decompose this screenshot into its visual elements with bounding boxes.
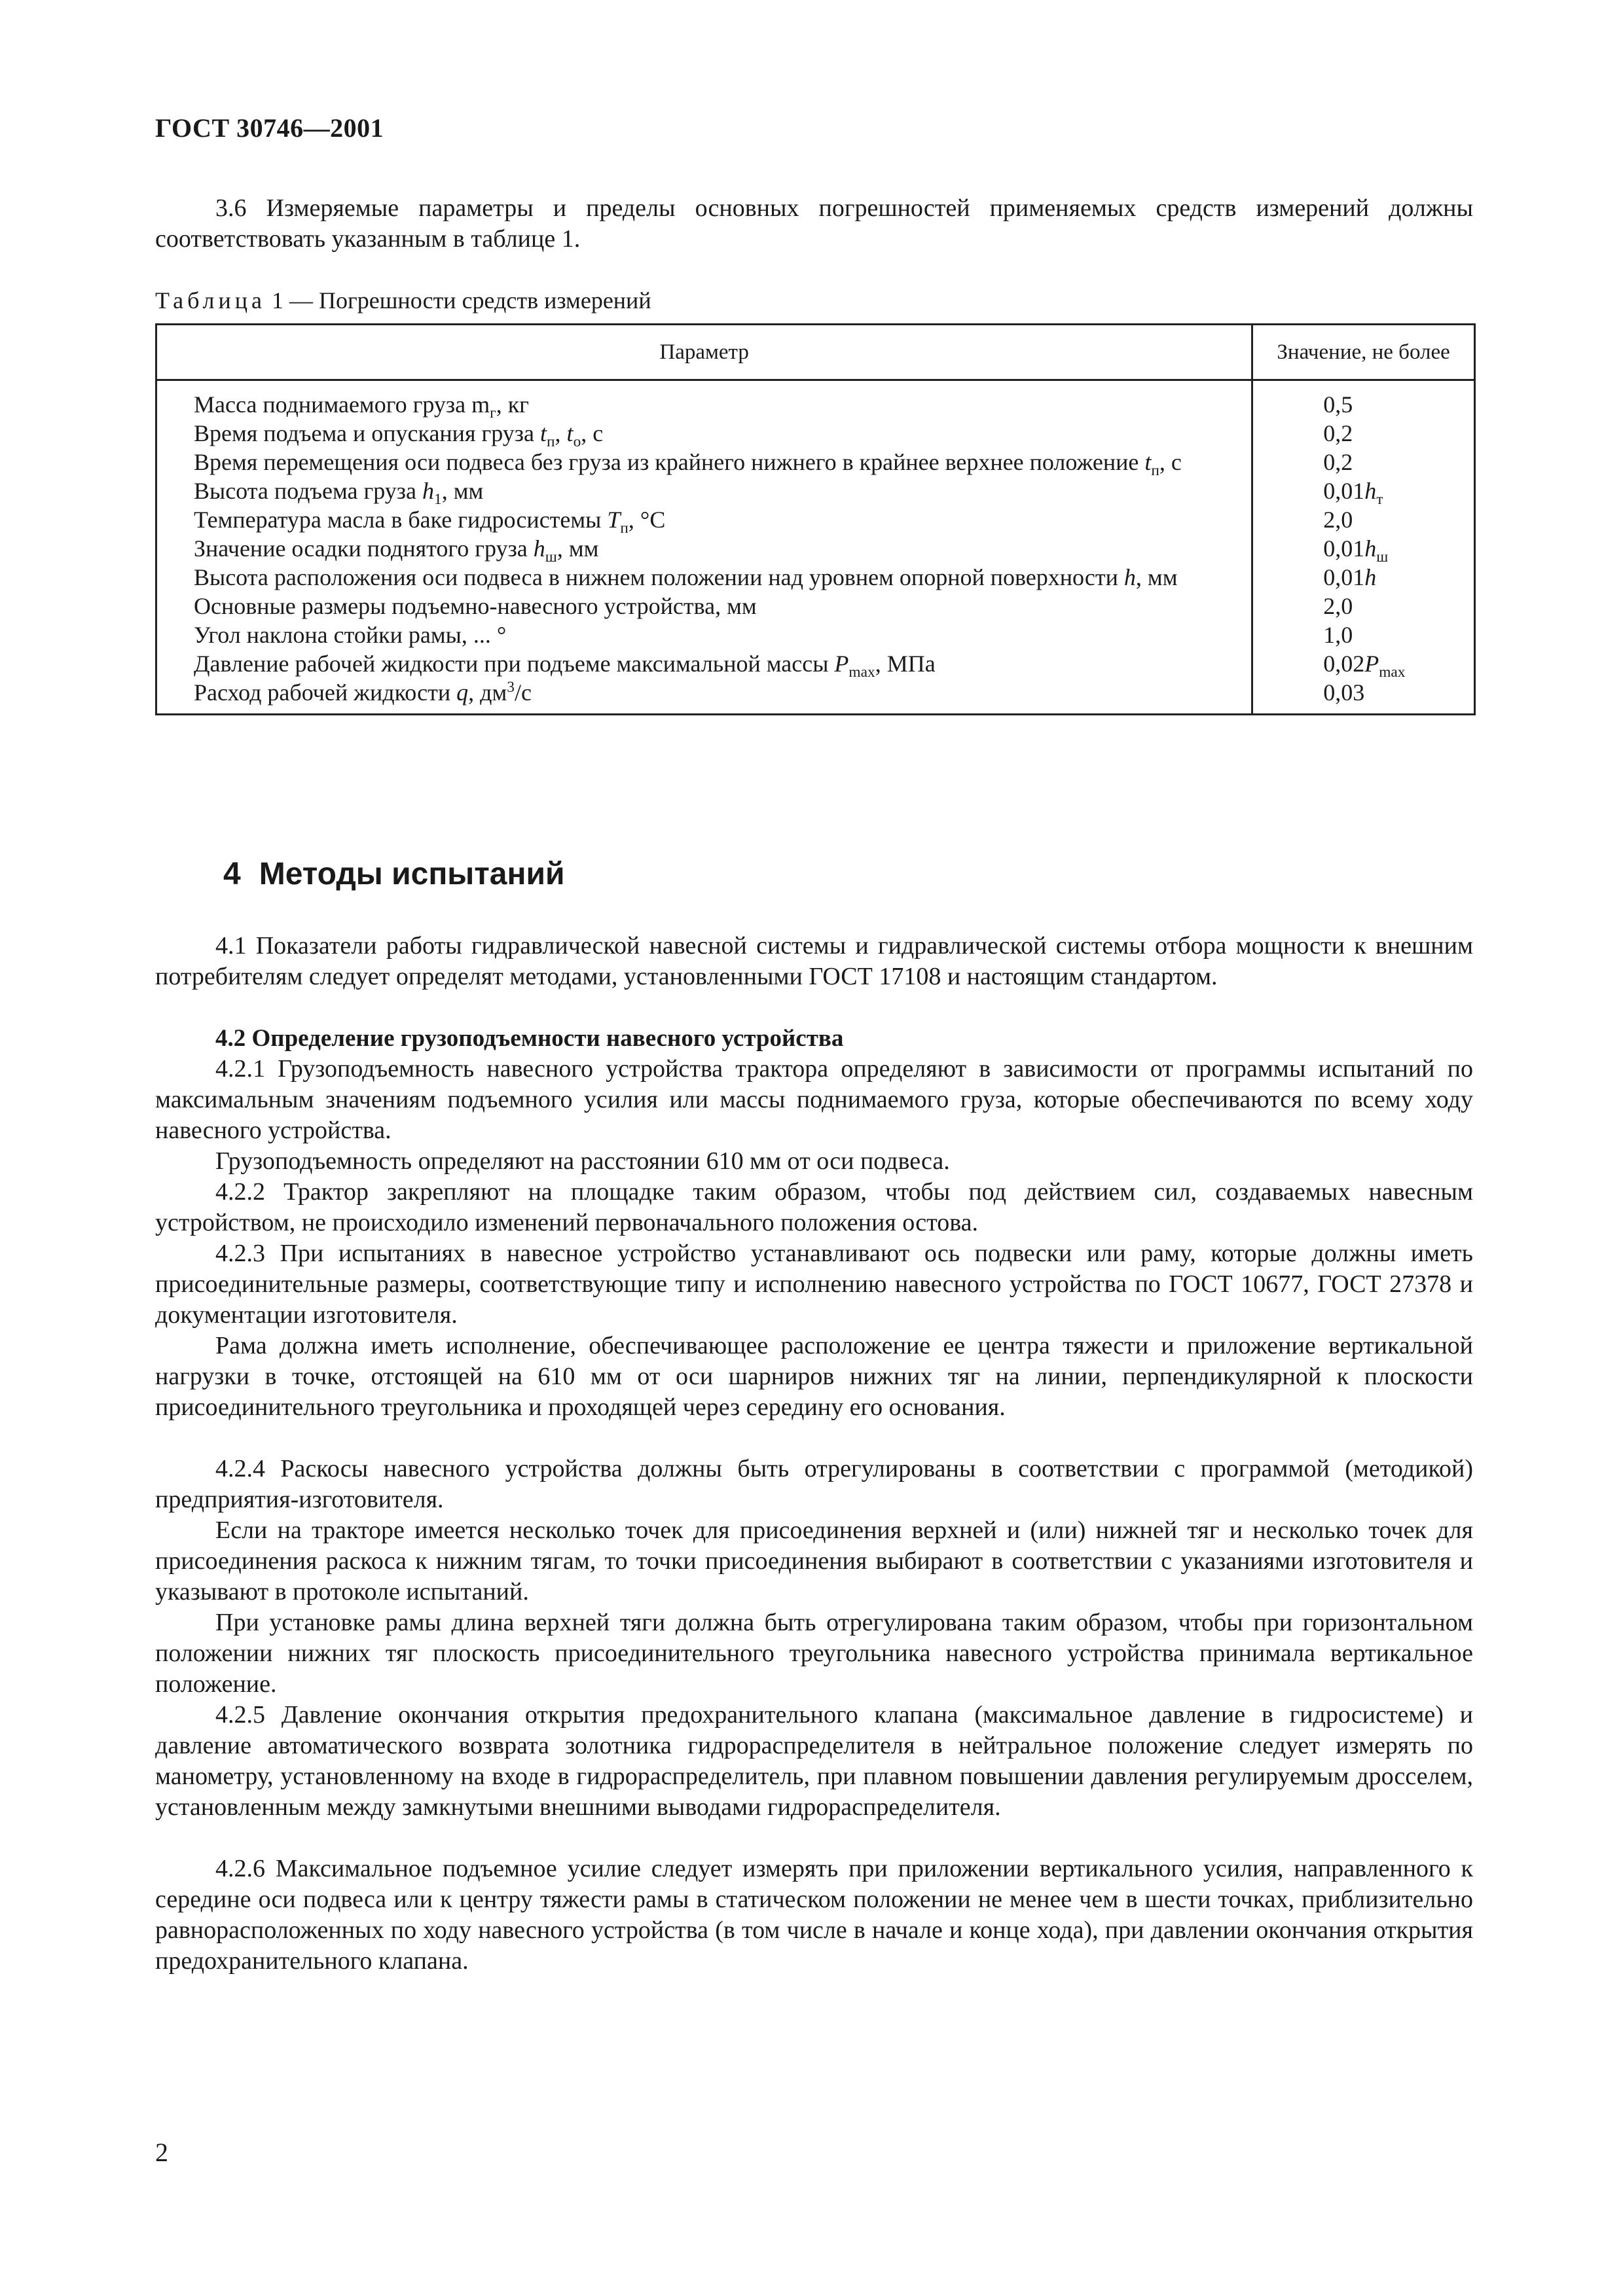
table-caption	[155, 287, 651, 314]
value-cell: 0,5	[1323, 391, 1353, 418]
value-cell: $0,01h_т$	[1323, 478, 1383, 509]
paragraph-4-2-1: 4.2.1 Грузоподъемность навесного устройства трактора определяют в зависимости от программы испытаний по максимальным значениям подъемного усилия или массы поднимаемого груза, которые обеспечиваются по всему ходу навесного устройства.	[155, 1055, 1473, 1144]
parameter-cell: Значение осадки поднятого груза $h_ш$, мм	[156, 534, 1252, 563]
table-row	[156, 419, 1475, 448]
table-row	[156, 380, 1475, 420]
value-cell: 0,01h	[1323, 564, 1377, 590]
measurement-error-table	[155, 323, 1476, 715]
paragraph-4-2-2: 4.2.2 Трактор закрепляют на площадке таким образом, чтобы под действием сил, создаваемых навесным устройством, не происходило изменений первоначального положения остова.	[155, 1178, 1473, 1236]
value-cell: $0,01h_ш$	[1323, 535, 1389, 566]
value-cell: $0,02P_{max}$	[1323, 651, 1406, 681]
section-title: Методы испытаний	[259, 857, 565, 891]
paragraph-4-2-4-b: Если на тракторе имеется несколько точек для присоединения верхней и (или) нижней тяг и несколько точек для присоединения раскоса к нижним тягам, то точки присоединения выбирают в соответствии с указаниями изготовителя и указывают в протоколе испытаний.	[155, 1516, 1473, 1605]
table-caption-text: 1 — Погрешности средств измерений	[265, 287, 651, 314]
parameter-cell: Основные размеры подъемно-навесного устройства, мм	[156, 592, 1252, 620]
column-header-parameter: Параметр	[156, 325, 1252, 380]
table-row	[156, 592, 1475, 620]
value-cell: 0,2	[1323, 420, 1353, 446]
section-heading	[223, 856, 565, 892]
value-cell: 0,03	[1323, 679, 1365, 706]
parameter-cell: Масса поднимаемого груза $m_г$, кг	[156, 380, 1252, 420]
table-row	[156, 649, 1475, 678]
paragraph-4-2-3-b: Рама должна иметь исполнение, обеспечивающее расположение ее центра тяжести и приложение вертикальной нагрузки в точке, отстоящей на 610 мм от оси шарниров нижних тяг на линии, перпендикулярной к плоскости присоединительного треугольника и проходящей через середину его основания.	[155, 1332, 1473, 1421]
column-header-value: Значение, не более	[1252, 325, 1475, 380]
document-header: ГОСТ 30746—2001	[155, 113, 384, 143]
parameter-cell: Расход рабочей жидкости q, $дм^3/с$	[156, 678, 1252, 715]
paragraph-4-2-5: 4.2.5 Давление окончания открытия предохранительного клапана (максимальное давление в гидросистеме) и давление автоматического возврата золотника гидрораспределителя в нейтральное положение следует измерять по манометру, установленному на входе в гидрораспределитель, при плавном повышении давления регулируемым дросселем, установленным между замкнутыми внешними выводами гидрораспределителя.	[155, 1701, 1473, 1821]
parameter-cell: Угол наклона стойки рамы, ... °	[156, 620, 1252, 649]
subsection-heading-4-2: 4.2 Определение грузоподъемности навесного устройства	[215, 1025, 844, 1052]
table-row	[156, 476, 1475, 505]
page-number: 2	[155, 2138, 168, 2167]
table-row	[156, 505, 1475, 534]
paragraph-4-2-4-c: При установке рамы длина верхней тяги должна быть отрегулирована таким образом, чтобы при горизонтальном положении нижних тяг плоскость присоединительного треугольника навесного устройства принимала вертикальное положение.	[155, 1609, 1473, 1698]
table-row	[156, 448, 1475, 476]
value-cell: 2,0	[1323, 593, 1353, 619]
paragraph-4-2-4: 4.2.4 Раскосы навесного устройства должны быть отрегулированы в соответствии с программой (методикой) предприятия-изготовителя.	[155, 1455, 1473, 1513]
table-caption-word: Таблица	[155, 287, 266, 314]
paragraph-4-1: 4.1 Показатели работы гидравлической навесной системы и гидравлической системы отбора мощности к внешним потребителям следует определят методами, установленными ГОСТ 17108 и настоящим стандартом.	[155, 932, 1473, 990]
paragraph-4-2-3: 4.2.3 При испытаниях в навесное устройство устанавливают ось подвески или раму, которые должны иметь присоединительные размеры, соответствующие типу и исполнению навесного устройства по ГОСТ 10677, ГОСТ 27378 и документации изготовителя.	[155, 1240, 1473, 1329]
value-cell: 1,0	[1323, 622, 1353, 648]
parameter-cell: Высота подъема груза $h_1$, мм	[156, 476, 1252, 505]
value-cell: 2,0	[1323, 507, 1353, 533]
parameter-cell: Время перемещения оси подвеса без груза из крайнего нижнего в крайнее верхнее положение $t_п$, с	[156, 448, 1252, 476]
table-row	[156, 534, 1475, 563]
section-number: 4	[223, 857, 241, 891]
parameter-cell: Давление рабочей жидкости при подъеме максимальной массы $P_{max}$, МПа	[156, 649, 1252, 678]
table-row	[156, 563, 1475, 592]
table-row	[156, 678, 1475, 715]
parameter-cell: Высота расположения оси подвеса в нижнем положении над уровнем опорной поверхности h, мм	[156, 563, 1252, 592]
paragraph-4-2-1-b: Грузоподъемность определяют на расстоянии 610 мм от оси подвеса.	[215, 1147, 950, 1175]
paragraph-3-6: 3.6 Измеряемые параметры и пределы основных погрешностей применяемых средств измерений должны соответствовать указанным в таблице 1.	[155, 194, 1473, 253]
paragraph-4-2-6: 4.2.6 Максимальное подъемное усилие следует измерять при приложении вертикального усилия, направленного к середине оси подвеса или к центру тяжести рамы в статическом положении не менее чем в шести точках, приблизительно равнорасположенных по ходу навесного устройства (в том числе в начале и конце хода), при давлении окончания открытия предохранительного клапана.	[155, 1855, 1473, 1975]
parameter-cell: Время подъема и опускания груза $t_п$, $t_о$, с	[156, 419, 1252, 448]
parameter-cell: Температура масла в баке гидросистемы $T_п$, °С	[156, 505, 1252, 534]
table-row	[156, 620, 1475, 649]
value-cell: 0,2	[1323, 449, 1353, 475]
